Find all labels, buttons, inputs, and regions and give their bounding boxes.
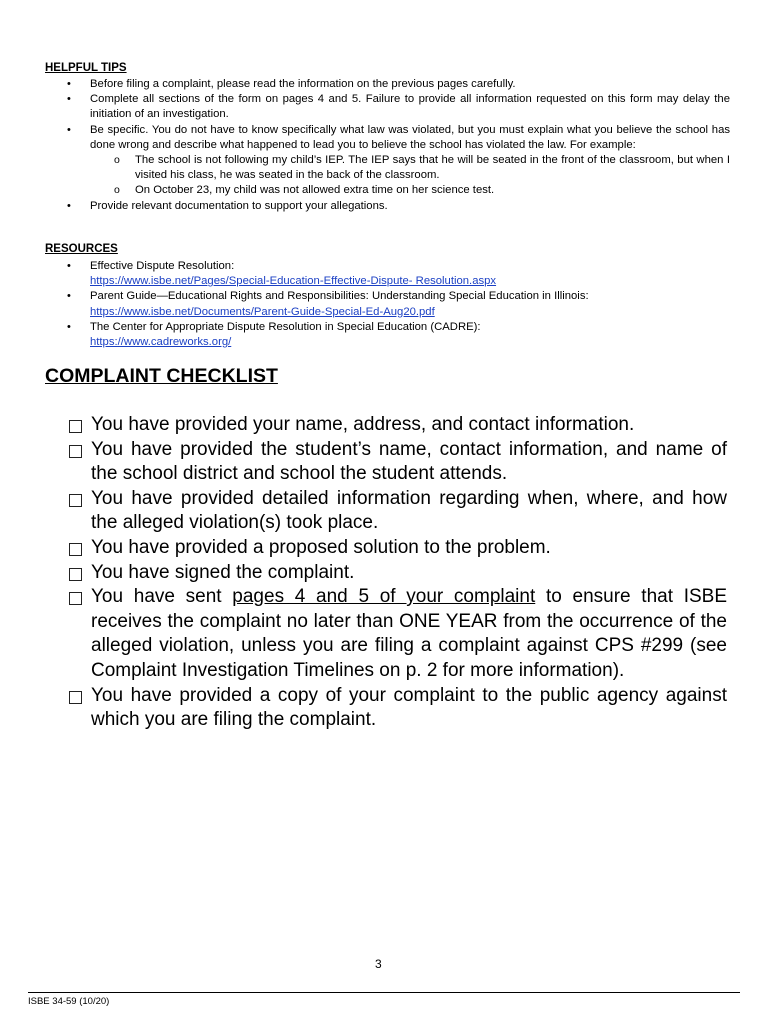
checkbox[interactable] <box>69 420 82 433</box>
checkbox[interactable] <box>69 445 82 458</box>
checklist-item-text: You have provided your name, address, and contact information. <box>91 414 635 435</box>
checklist-item <box>45 561 727 586</box>
page-number: 3 <box>375 957 382 971</box>
checkbox[interactable] <box>69 543 82 556</box>
helpful-tips-list <box>45 77 730 214</box>
checklist-item <box>45 487 727 536</box>
checkbox[interactable] <box>69 494 82 507</box>
checklist-item-text: You have signed the complaint. <box>91 561 355 583</box>
checkbox[interactable] <box>69 568 82 581</box>
complaint-checklist <box>45 413 727 733</box>
footer-divider <box>28 992 740 993</box>
list-item <box>45 123 730 199</box>
checklist-item-text: to ensure that ISBE receives the complaint no later than ONE YEAR from the occurrence of the alleged violation, unless you are filing a complaint against CPS #299 (see Complaint Investigation Timelines on p. 2 for more information). <box>91 586 727 681</box>
list-item <box>45 320 730 350</box>
resources-list <box>45 259 730 350</box>
checkbox[interactable] <box>69 691 82 704</box>
resource-label: Effective Dispute Resolution: <box>90 260 235 272</box>
checklist-item <box>45 536 727 561</box>
resource-link-parent-guide[interactable]: https://www.isbe.net/Documents/Parent-Guide-Special-Ed-Aug20.pdf <box>90 305 435 318</box>
checklist-item-text: You have sent <box>91 586 233 608</box>
checklist-item-text: You have provided detailed information regarding when, where, and how the alleged violation(s) took place. <box>91 487 727 534</box>
list-item: • Complete all sections of the form on pages 4 and 5. Failure to provide all information requested on this form may delay the initiation of an investigation. <box>45 92 730 122</box>
checklist-item <box>45 585 727 683</box>
resource-label: Parent Guide—Educational Rights and Responsibilities: Understanding Special Education in Illinois: <box>90 290 589 303</box>
helpful-tips-heading: HELPFUL TIPS <box>45 62 127 74</box>
list-item: o On October 23, my child was not allowed extra time on her science test. <box>90 183 730 198</box>
resources-heading: RESOURCES <box>45 243 118 255</box>
checklist-item-text: You have provided a proposed solution to the problem. <box>91 536 551 558</box>
resource-link-cadre[interactable]: https://www.cadreworks.org/ <box>90 336 232 349</box>
examples-list <box>90 153 730 199</box>
resource-link-dispute-resolution[interactable]: https://www.isbe.net/Pages/Special-Education-Effective-Dispute- Resolution.aspx <box>90 275 497 288</box>
checklist-item <box>45 413 727 438</box>
list-item: • Before filing a complaint, please read the information on the previous pages carefully. <box>45 77 730 92</box>
checklist-title: COMPLAINT CHECKLIST <box>45 365 278 387</box>
checkbox[interactable] <box>69 592 82 605</box>
pages-underlined: pages 4 and 5 of your complaint <box>232 586 536 608</box>
list-item <box>45 259 730 289</box>
checklist-item-text: You have provided a copy of your complaint to the public agency against which you are filing the complaint. <box>91 684 727 731</box>
tip-text: Be specific. You do not have to know specifically what law was violated, but you must explain what you believe the school has done wrong and describe what happened to lead you to believe the school has violated the law. For example: <box>90 123 730 151</box>
list-item: o The school is not following my child’s IEP. The IEP says that he will be seated in the front of the classroom, but when I visited his class, he was seated in the back of the classroom. <box>90 153 730 183</box>
checklist-item-text: You have provided the student’s name, contact information, and name of the school district and school the student attends. <box>91 438 727 485</box>
checklist-item <box>45 684 727 733</box>
list-item <box>45 289 730 319</box>
checklist-item <box>45 438 727 487</box>
form-id: ISBE 34-59 (10/20) <box>28 996 110 1007</box>
resource-label: The Center for Appropriate Dispute Resolution in Special Education (CADRE): <box>90 320 481 333</box>
list-item: • Provide relevant documentation to support your allegations. <box>45 199 730 214</box>
